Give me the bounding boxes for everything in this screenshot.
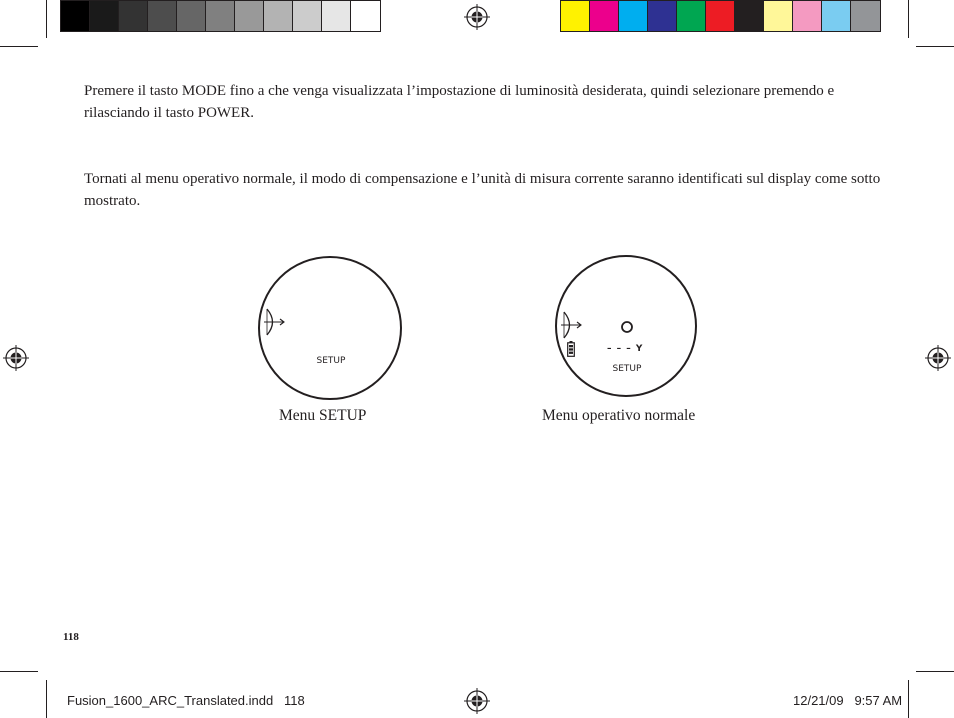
color-swatch (764, 1, 793, 31)
color-swatch (590, 1, 619, 31)
registration-mark-left-icon (3, 345, 29, 371)
instruction-paragraph-2: Tornati al menu operativo normale, il modo di compensazione e l’unità di misura corrente saranno identificati sul display come sotto mostrato. (84, 171, 881, 209)
crop-mark-top-left-v (46, 0, 47, 38)
normal-operating-display (555, 255, 703, 403)
color-swatch (561, 1, 590, 31)
color-swatch (706, 1, 735, 31)
registration-mark-top-icon (464, 4, 490, 30)
color-swatch (264, 1, 293, 31)
bow-icon (560, 310, 582, 340)
color-swatch (851, 1, 880, 31)
battery-icon (567, 341, 575, 357)
reticle-circle-icon (620, 320, 634, 334)
color-swatch (822, 1, 851, 31)
color-swatch (90, 1, 119, 31)
grayscale-color-bar (60, 0, 381, 32)
page-number: 118 (63, 631, 79, 643)
crop-mark-top-right-h (916, 46, 954, 47)
color-swatch (735, 1, 764, 31)
instruction-paragraph-1: Premere il tasto MODE fino a che venga visualizzata l’impostazione di luminosità desiderata, quindi selezionare premendo e rilasciando il tasto POWER. (84, 83, 835, 121)
color-swatch (322, 1, 351, 31)
crop-mark-bottom-right-v (908, 680, 909, 718)
color-swatch (119, 1, 148, 31)
color-swatch (619, 1, 648, 31)
display-setup-text: SETUP (612, 364, 642, 374)
normal-menu-caption: Menu operativo normale (542, 407, 696, 424)
crop-mark-top-left-h (0, 46, 38, 47)
bow-icon (263, 307, 285, 337)
color-swatch (61, 1, 90, 31)
setup-menu-caption: Menu SETUP (279, 407, 367, 424)
crop-mark-bottom-left-h (0, 671, 38, 672)
color-swatch (148, 1, 177, 31)
process-color-bar (560, 0, 881, 32)
color-swatch (351, 1, 380, 31)
color-swatch (235, 1, 264, 31)
registration-mark-bottom-icon (464, 688, 490, 714)
display-unit-text: – – – Y (607, 344, 644, 354)
slug-filename: Fusion_1600_ARC_Translated.indd 118 (67, 693, 305, 708)
color-swatch (206, 1, 235, 31)
color-swatch (677, 1, 706, 31)
display-setup-text: SETUP (316, 356, 346, 366)
setup-menu-display (257, 255, 405, 403)
registration-mark-right-icon (925, 345, 951, 371)
color-swatch (177, 1, 206, 31)
crop-mark-bottom-left-v (46, 680, 47, 718)
crop-mark-top-right-v (908, 0, 909, 38)
color-swatch (293, 1, 322, 31)
color-swatch (648, 1, 677, 31)
slug-datetime: 12/21/09 9:57 AM (793, 693, 903, 708)
color-swatch (793, 1, 822, 31)
crop-mark-bottom-right-h (916, 671, 954, 672)
